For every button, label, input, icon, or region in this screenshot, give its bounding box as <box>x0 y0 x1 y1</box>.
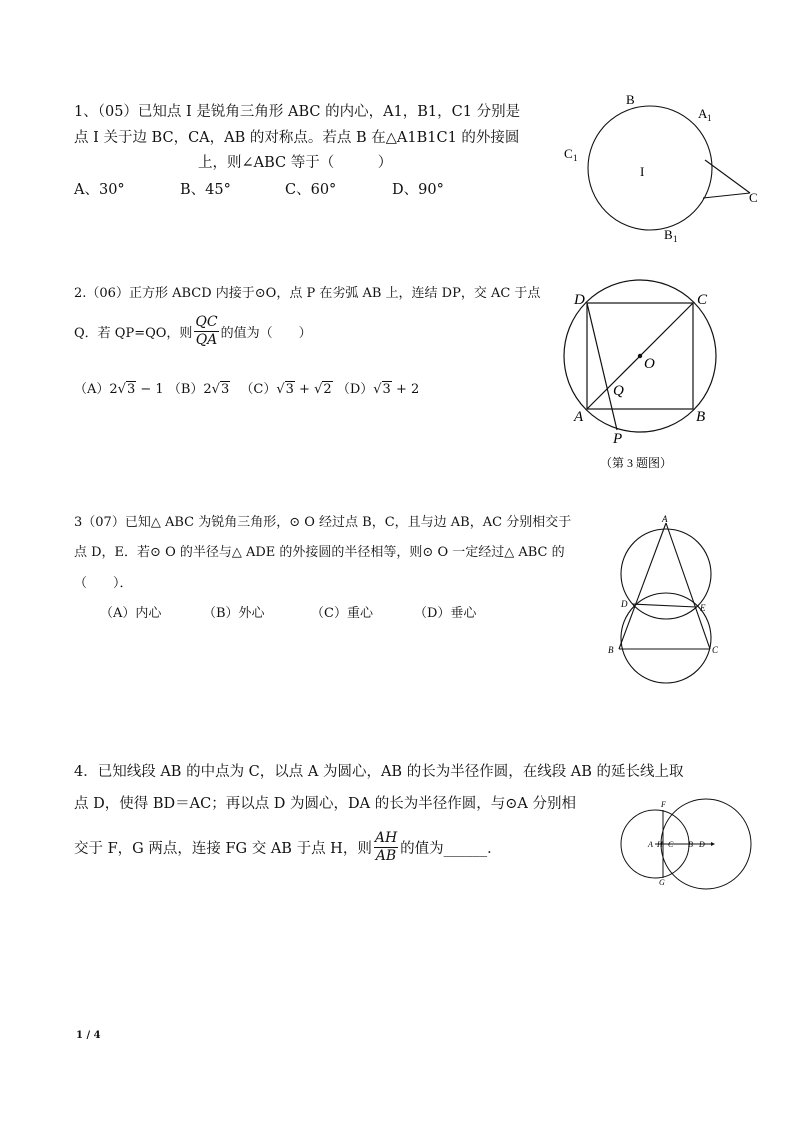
q2-line2-suffix: 的值为（ ） <box>220 326 312 341</box>
q2-label-A: A <box>574 409 584 425</box>
q1-circle <box>588 106 712 230</box>
q1-label-C1: C <box>564 146 573 161</box>
q2-opt-c-label: （C） <box>240 382 277 397</box>
q2-option-b: （B）2√3 <box>167 382 230 397</box>
q3-side-ac <box>666 523 710 649</box>
q3-side-ab <box>619 523 666 649</box>
q4-label-C: C <box>668 840 674 849</box>
q2-opt-a-rad: 3 <box>126 382 136 397</box>
q2-opt-c-rad1: 3 <box>285 382 294 397</box>
q2-fraction-num: QC <box>195 314 218 330</box>
q1-label-B1-sub: 1 <box>673 234 678 244</box>
q2-figure <box>560 285 720 475</box>
q2-option-c: （C）√3 + √2 <box>240 382 332 397</box>
q2-opt-c-plus: + <box>294 382 315 397</box>
q4-line2: 点 D，使得 BD＝AC；再以点 D 为圆心，DA 的长为半径作圆，与⊙A 分别相 <box>74 796 576 812</box>
q4-fraction-num: AH <box>374 830 398 846</box>
q4-label-B: B <box>688 840 693 849</box>
q3-option-a: （A）内心 <box>100 606 162 621</box>
q2-opt-d-rad: 3 <box>382 382 391 397</box>
q2-fraction <box>194 314 218 349</box>
q1-segment-2 <box>703 193 750 198</box>
q4-label-F: F <box>661 800 666 809</box>
q1-label-A1: A <box>698 106 708 121</box>
q2-label-D: D <box>574 292 585 308</box>
q2-label-O: O <box>644 356 655 372</box>
q2-line2-prefix: Q．若 QP=QO，则 <box>74 326 193 341</box>
q3-label-A: A <box>662 514 668 524</box>
q4-line3 <box>74 830 502 865</box>
q2-opt-b-rad: 3 <box>220 382 230 397</box>
page-number: 1 / 4 <box>76 1030 101 1041</box>
q2-label-B: B <box>696 409 706 425</box>
q2-line-dp <box>587 303 617 430</box>
q2-opt-a-coef: 2 <box>109 382 118 397</box>
q2-opt-b-label: （B） <box>167 382 204 397</box>
q2-option-d: （D）√3 + 2 <box>336 382 420 397</box>
q1-label-C: C <box>749 190 758 205</box>
q1-line3: 上，则∠ABC 等于（ ） <box>198 155 393 171</box>
q2-label-C: C <box>697 292 708 308</box>
q2-opt-a-tail: − 1 <box>136 382 164 397</box>
q1-option-d: D、90° <box>392 182 444 198</box>
q3-line1: 3（07）已知△ ABC 为锐角三角形，⊙ O 经过点 B，C，且与边 AB，AC 分别相交于 <box>74 515 572 530</box>
q2-opt-d-tail: + 2 <box>391 382 420 397</box>
q2-opt-b-coef: 2 <box>203 382 212 397</box>
q2-opt-d-label: （D） <box>336 382 374 397</box>
q4-fraction <box>374 830 398 865</box>
q4-label-H: H <box>657 840 663 849</box>
q2-label-P: P <box>613 431 623 447</box>
q3-label-C: C <box>712 645 719 655</box>
q3-option-d: （D）垂心 <box>414 606 477 621</box>
q3-label-D: D <box>621 599 628 609</box>
q1-label-I: I <box>640 164 645 179</box>
q1-option-b: B、45° <box>180 182 231 198</box>
q2-opt-c-rad2: 2 <box>323 382 332 397</box>
q3-line3: （ ）． <box>74 576 133 591</box>
q3-line2: 点 D，E．若⊙ O 的半径与△ ADE 的外接圆的半径相等，则⊙ O 一定经过△ ABC 的 <box>74 545 565 560</box>
q2-line1: 2.（06）正方形 ABCD 内接于⊙O，点 P 在劣弧 AB 上，连结 DP，交 AC 于点 <box>74 286 541 301</box>
q4-line1: 4．已知线段 AB 的中点为 C，以点 A 为圆心，AB 的长为半径作圆，在线段 AB 的延长线上取 <box>74 764 684 780</box>
q2-label-Q: Q <box>613 383 624 399</box>
q3-label-B: B <box>608 645 614 655</box>
q1-label-B1: B <box>664 227 673 242</box>
q1-label-A1-sub: 1 <box>707 113 712 123</box>
q4-line3-prefix: 交于 F，G 两点，连接 FG 交 AB 于点 H，则 <box>74 841 372 857</box>
q3-option-c: （C）重心 <box>311 606 373 621</box>
q4-label-A: A <box>648 840 653 849</box>
q3-label-E: E <box>700 603 706 613</box>
q4-label-G: G <box>659 878 665 887</box>
q3-segment-de <box>632 604 696 607</box>
q1-label-B: B <box>626 92 635 107</box>
q4-line3-suffix: 的值为______． <box>400 841 502 857</box>
q2-option-a: （A）2√3 − 1 <box>74 382 164 397</box>
q1-line2: 点 I 关于边 BC，CA，AB 的对称点。若点 B 在△A1B1C1 的外接圆 <box>74 130 520 146</box>
q2-opt-a-label: （A） <box>74 382 110 397</box>
q1-label-C1-sub: 1 <box>573 153 578 163</box>
q2-figure-caption: （第 3 题图） <box>600 456 673 470</box>
q2-center-dot <box>638 354 642 358</box>
q3-figure <box>600 512 730 692</box>
q1-figure <box>560 88 770 248</box>
q2-line2 <box>74 314 312 349</box>
q1-option-c: C、60° <box>285 182 337 198</box>
q4-figure <box>615 796 755 891</box>
q1-line1: 1、（05）已知点 I 是锐角三角形 ABC 的内心，A1，B1，C1 分别是 <box>74 104 521 120</box>
q4-label-D: D <box>699 840 705 849</box>
q1-option-a: A、30° <box>74 182 125 198</box>
q3-option-b: （B）外心 <box>203 606 265 621</box>
q4-fraction-den: AB <box>375 848 397 864</box>
q2-fraction-den: QA <box>195 332 218 348</box>
q4-arrow-head <box>711 842 715 846</box>
q2-options <box>74 378 419 397</box>
